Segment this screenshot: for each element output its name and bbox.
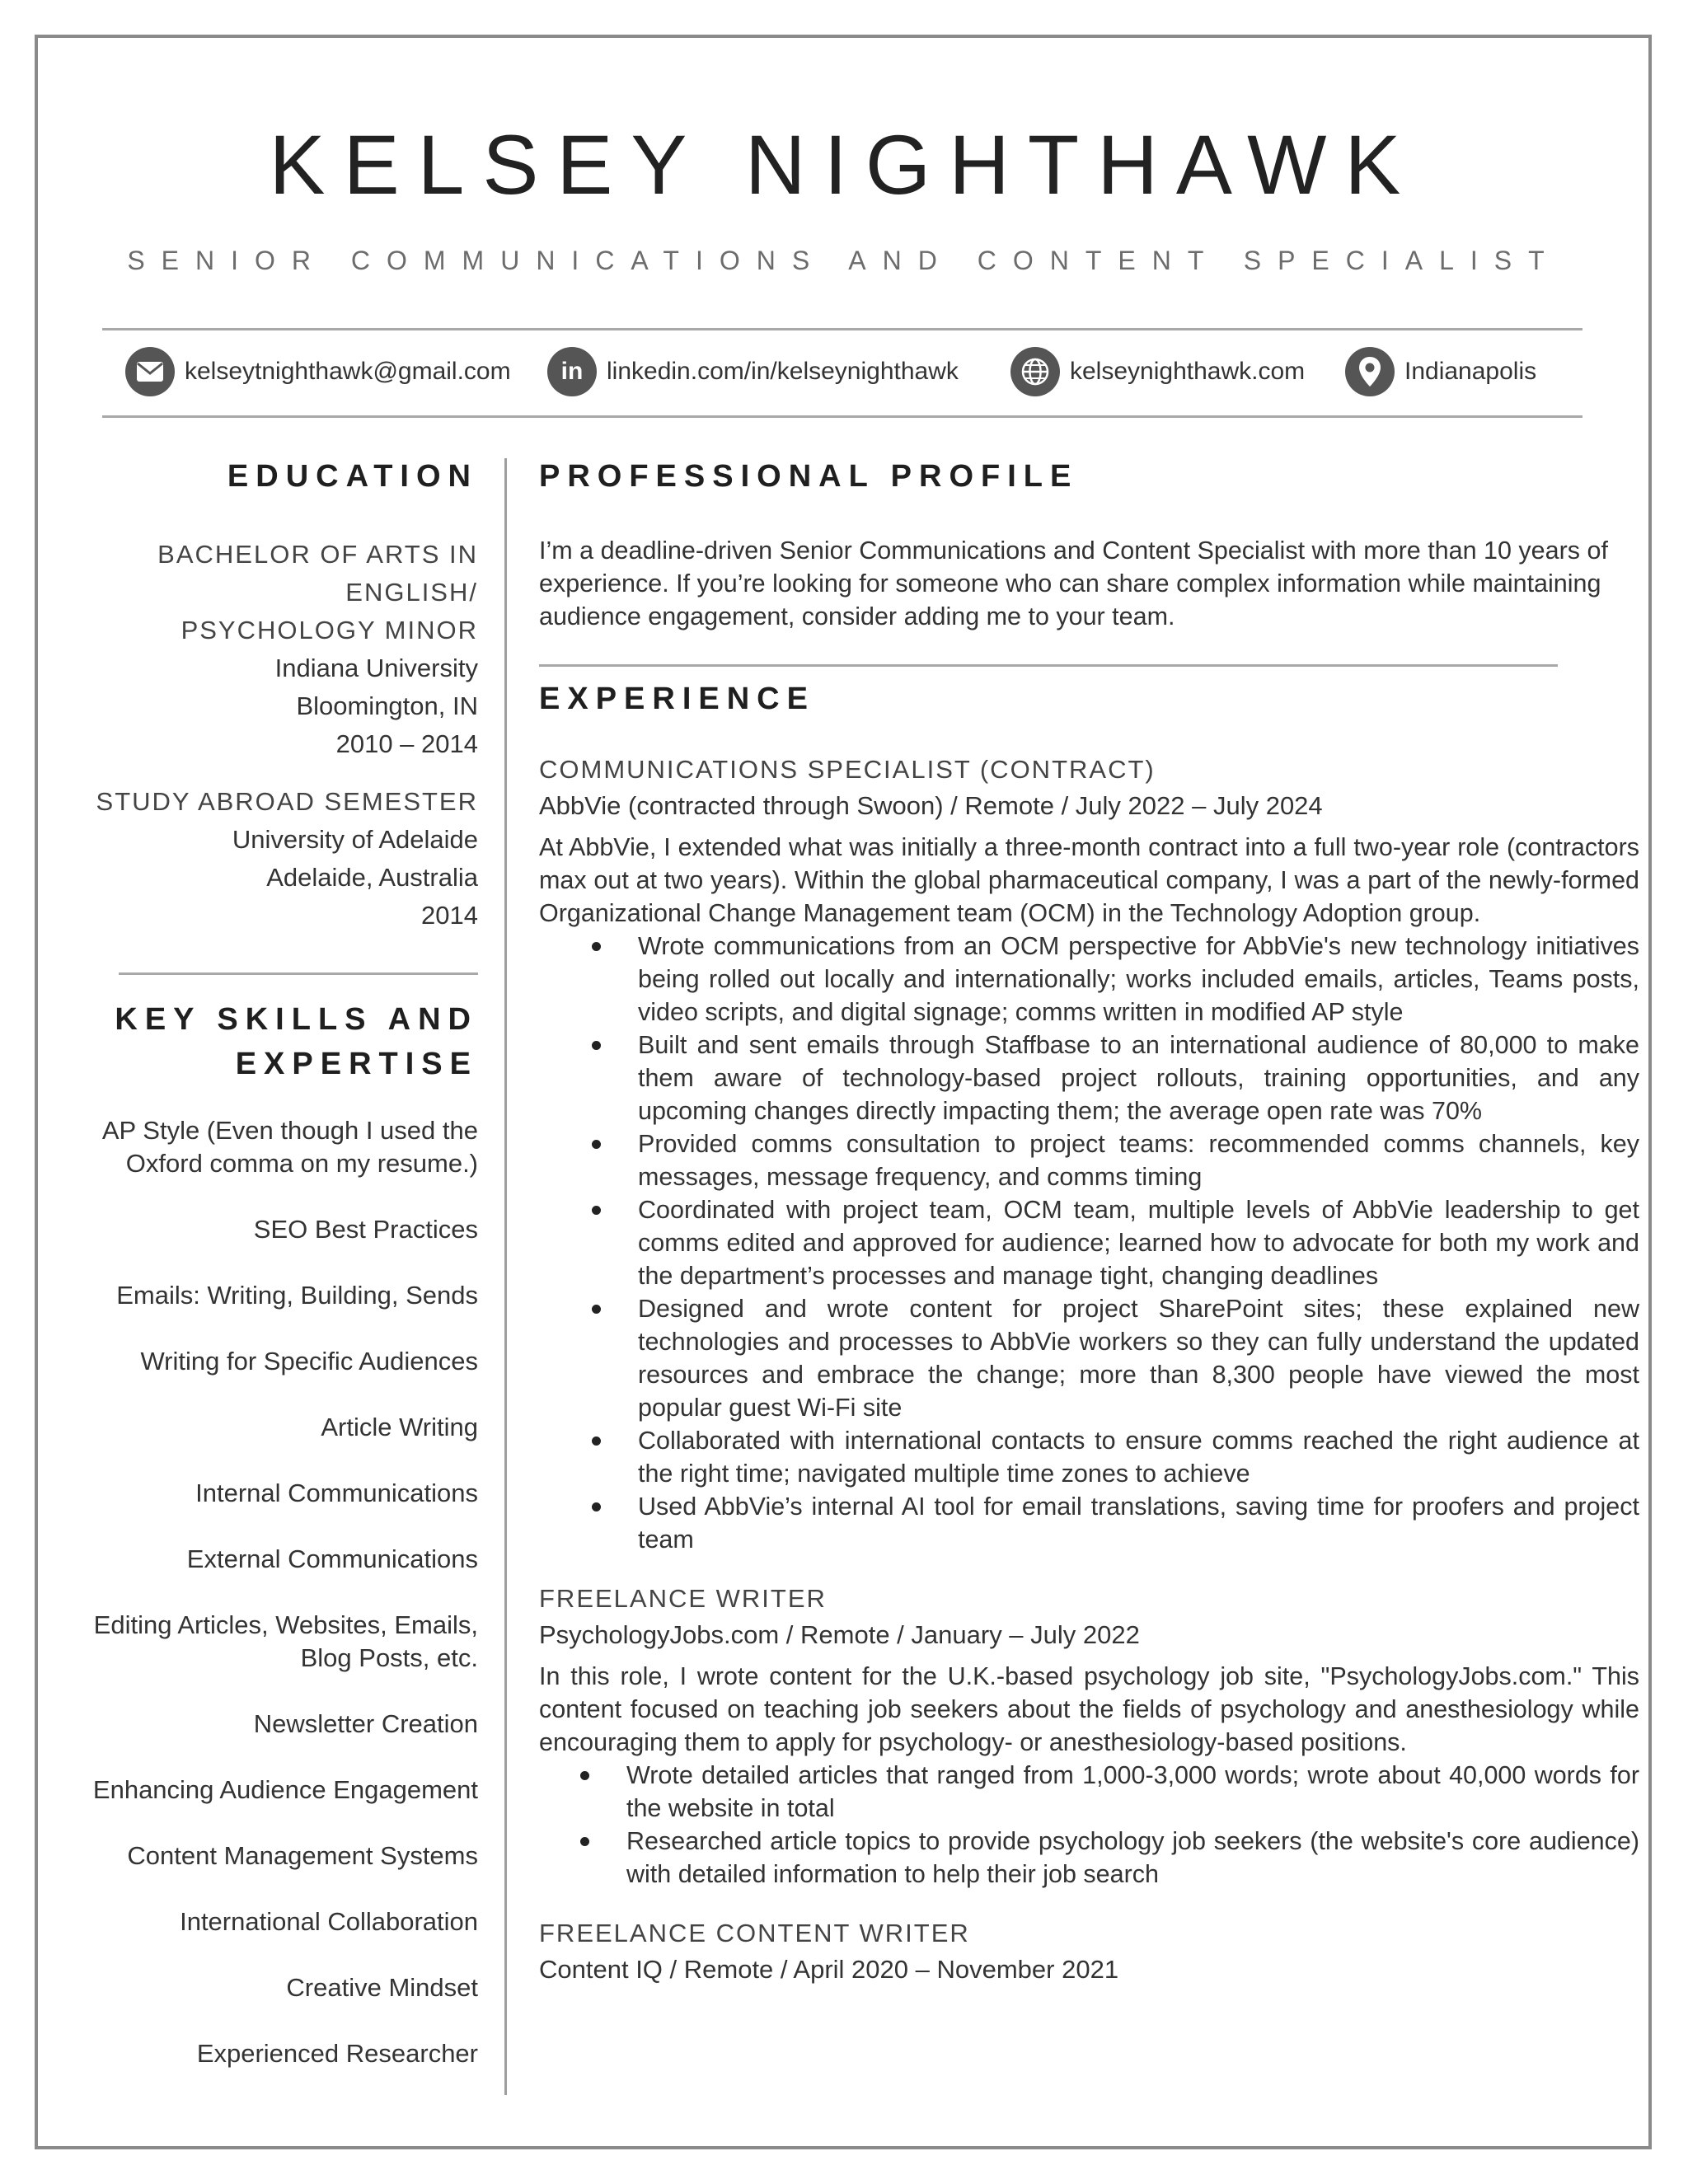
- education-dates: 2014: [421, 901, 478, 930]
- contact-website-text: kelseynighthawk.com: [1070, 358, 1306, 385]
- skills-heading-line: EXPERTISE: [235, 1047, 478, 1081]
- bullet-item: Researched article topics to provide psychology job seekers (the website's core audience) with detailed information to help their job search: [626, 1825, 1639, 1891]
- skill-item: Newsletter Creation: [253, 1709, 478, 1738]
- contact-email-text: kelseytnighthawk@gmail.com: [185, 358, 511, 385]
- school-location: Bloomington, IN: [296, 691, 478, 720]
- job-summary: In this role, I wrote content for the U.K.-based psychology job site, "PsychologyJobs.com." This content focused on teaching job seekers about the fields of psychology and anesthesiology while encouraging them to apply for psychology- or anesthesiology-based positions.: [539, 1662, 1639, 1756]
- email-icon: [125, 347, 175, 396]
- job-title: COMMUNICATIONS SPECIALIST (CONTRACT): [539, 755, 1156, 784]
- job-meta: PsychologyJobs.com / Remote / January – July 2022: [539, 1620, 1140, 1649]
- skill-item: Internal Communications: [195, 1479, 478, 1507]
- bullet-item: Provided comms consultation to project teams: recommended comms channels, key messages, message frequency, and comms timing: [638, 1127, 1639, 1193]
- contact-location-text: Indianapolis: [1404, 358, 1537, 385]
- skill-item: External Communications: [186, 1544, 478, 1573]
- degree-line: STUDY ABROAD SEMESTER: [96, 787, 478, 816]
- skill-item: Enhancing Audience Engagement: [92, 1775, 478, 1804]
- profile-section: [539, 455, 1639, 633]
- contact-linkedin[interactable]: [547, 344, 959, 399]
- left-divider: [119, 972, 478, 975]
- contact-website[interactable]: [1010, 344, 1305, 399]
- contact-email[interactable]: [125, 344, 511, 399]
- job-entry: [539, 1581, 1639, 1891]
- education-heading: EDUCATION: [227, 459, 478, 494]
- contact-linkedin-text: linkedin.com/in/kelseynighthawk: [607, 358, 959, 385]
- job-title: FREELANCE WRITER: [539, 1584, 827, 1613]
- bullet-item: Used AbbVie’s internal AI tool for email translations, saving time for proofers and project team: [638, 1490, 1639, 1556]
- contact-location[interactable]: [1345, 344, 1536, 399]
- job-title: SENIOR COMMUNICATIONS AND CONTENT SPECIALIST: [127, 246, 1561, 275]
- bullet-item: Wrote communications from an OCM perspective for AbbVie's new technology initiatives being rolled out locally and internationally; works included emails, articles, Teams posts, video scripts, and digital signage; comms written in modified AP style: [638, 930, 1639, 1029]
- school-name: University of Adelaide: [232, 825, 478, 854]
- skills-heading-line: KEY SKILLS AND: [115, 1002, 478, 1037]
- job-meta: AbbVie (contracted through Swoon) / Remote / July 2022 – July 2024: [539, 791, 1323, 820]
- job-meta: Content IQ / Remote / April 2020 – November 2021: [539, 1955, 1119, 1984]
- job-summary: At AbbVie, I extended what was initially a three-month contract into a full two-year role (contractors max out at two years). Within the global pharmaceutical company, I was a part of the newly-formed Organizational Change Management team (OCM) in the Technology Adoption group.: [539, 833, 1639, 927]
- experience-heading: EXPERIENCE: [539, 682, 815, 716]
- bullet-item: Wrote detailed articles that ranged from 1,000-3,000 words; wrote about 40,000 words for the website in total: [626, 1759, 1639, 1825]
- skill-item: Creative Mindset: [286, 1973, 478, 2002]
- skill-item: AP Style (Even though I used the Oxford comma on my resume.): [101, 1116, 478, 1178]
- job-title: FREELANCE CONTENT WRITER: [539, 1919, 970, 1947]
- header-divider-top: [102, 328, 1582, 330]
- skill-item: SEO Best Practices: [253, 1215, 478, 1244]
- education-entry: [78, 783, 478, 935]
- job-bullets: [539, 1759, 1639, 1891]
- skill-item: Editing Articles, Websites, Emails, Blog Posts, etc.: [93, 1610, 478, 1672]
- location-pin-icon: [1345, 347, 1395, 396]
- profile-divider: [539, 664, 1558, 667]
- school-name: Indiana University: [274, 654, 478, 682]
- education-dates: 2010 – 2014: [335, 729, 478, 758]
- bullet-item: Coordinated with project team, OCM team, multiple levels of AbbVie leadership to get comms edited and approved for audience; learned how to advocate for both my work and the department’s processes and manage tight, changing deadlines: [638, 1193, 1639, 1292]
- skills-heading: [78, 997, 478, 1086]
- skill-item: International Collaboration: [180, 1907, 478, 1936]
- bullet-item: Built and sent emails through Staffbase to an international audience of 80,000 to make them aware of technology-based project rollouts, training opportunities, and any upcoming changes directly impacting them; the average open rate was 70%: [638, 1029, 1639, 1127]
- column-divider: [504, 458, 507, 2095]
- degree-line: PSYCHOLOGY MINOR: [181, 616, 478, 644]
- bullet-item: Collaborated with international contacts to ensure comms reached the right audience at the right time; navigated multiple time zones to achieve: [638, 1424, 1639, 1490]
- skill-item: Content Management Systems: [127, 1841, 478, 1870]
- experience-section: [539, 677, 1639, 1994]
- job-entry: [539, 752, 1639, 1556]
- skill-item: Experienced Researcher: [196, 2039, 478, 2068]
- profile-heading: PROFESSIONAL PROFILE: [539, 459, 1079, 494]
- skill-item: Article Writing: [321, 1413, 478, 1441]
- globe-icon: [1010, 347, 1060, 396]
- profile-text: I’m a deadline-driven Senior Communications and Content Specialist with more than 10 years of experience. If you’re looking for someone who can share complex information while maintaining audience engagement, consider adding me to your team.: [539, 537, 1608, 630]
- skill-item: Writing for Specific Audiences: [140, 1347, 478, 1376]
- bullet-item: Designed and wrote content for project SharePoint sites; these explained new technologies and processes to AbbVie workers so they can fully understand the updated resources and embrace the change; more than 8,300 people have viewed the most popular guest Wi-Fi site: [638, 1292, 1639, 1424]
- linkedin-icon: in: [547, 347, 597, 396]
- job-entry: [539, 1915, 1639, 1988]
- skill-item: Emails: Writing, Building, Sends: [116, 1281, 478, 1310]
- education-entry: [78, 536, 478, 763]
- candidate-name: KELSEY NIGHTHAWK: [269, 118, 1419, 212]
- education-section: [78, 455, 478, 935]
- degree-line: BACHELOR OF ARTS IN: [157, 540, 478, 569]
- job-bullets: [539, 930, 1639, 1556]
- header-divider-bottom: [102, 415, 1582, 418]
- skills-section: [78, 997, 478, 2103]
- school-location: Adelaide, Australia: [266, 863, 478, 892]
- degree-line: ENGLISH/: [345, 578, 478, 607]
